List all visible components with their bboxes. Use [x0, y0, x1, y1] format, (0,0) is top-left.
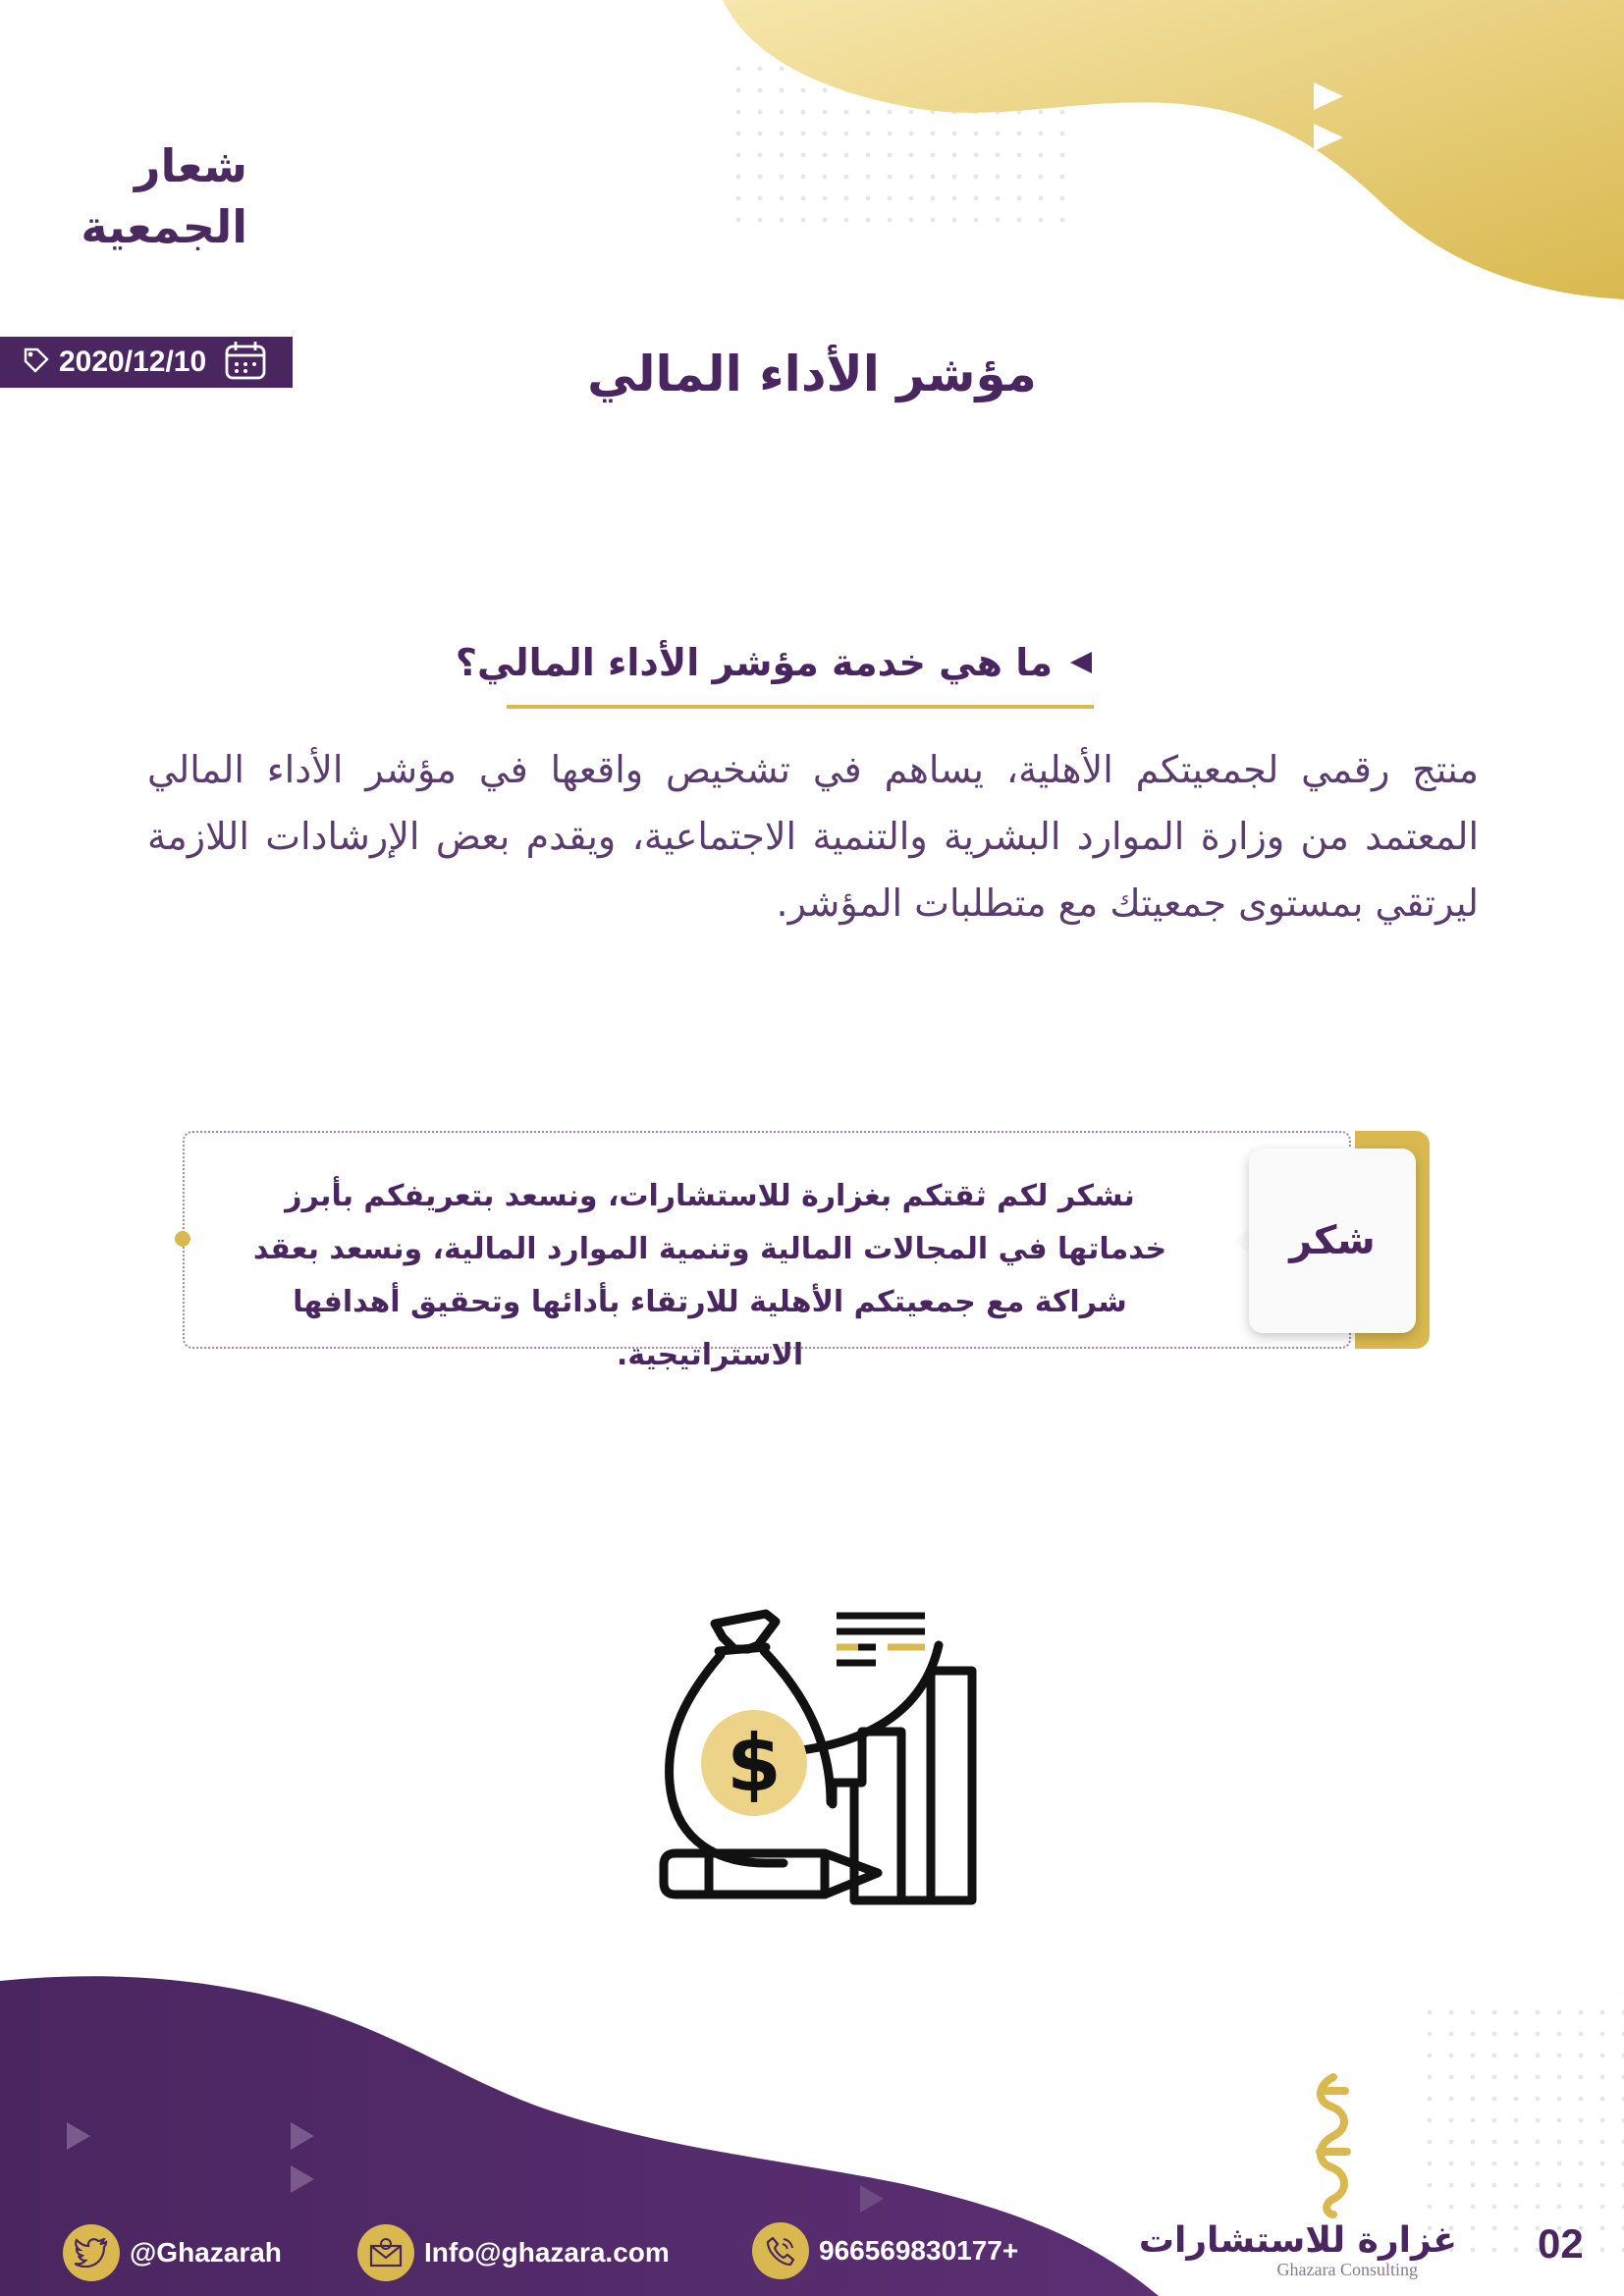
svg-text:$: $ — [727, 1718, 782, 1809]
phone-icon — [752, 2222, 809, 2279]
thanks-label: شكر — [1289, 1218, 1376, 1263]
thanks-box-dot — [175, 1231, 190, 1247]
thanks-tab — [1249, 1148, 1416, 1333]
twitter-handle: @Ghazarah — [130, 2237, 282, 2268]
brand-logo-icon — [1298, 2071, 1369, 2218]
question-text: ما هي خدمة مؤشر الأداء المالي؟ — [455, 641, 1053, 684]
intro-paragraph: منتج رقمي لجمعيتكم الأهلية، يساهم في تشخيص واقعها في مؤشر الأداء المالي المعتمد من وزارة الموارد البشرية والتنمية الاجتماعية، ويقدم بعض الإرشادات اللازمة ليرتقي بمستوى جمعيتك مع متطلبات المؤشر. — [147, 748, 1479, 925]
triangle-pointer-icon — [1068, 641, 1094, 684]
page-title: مؤشر الأداء المالي — [587, 346, 1037, 402]
money-bag-icon — [658, 1606, 982, 1920]
page-number: 02 — [1538, 2220, 1584, 2267]
question-heading — [456, 641, 1094, 684]
email-address: Info@ghazara.com — [424, 2237, 670, 2268]
twitter-icon — [63, 2224, 120, 2281]
email-contact[interactable] — [357, 2224, 670, 2281]
association-logo-placeholder: شعار الجمعية — [81, 139, 247, 253]
twitter-contact[interactable] — [63, 2224, 282, 2281]
phone-number: 966569830177+ — [819, 2235, 1019, 2266]
date-text: 2020/12/10 — [59, 346, 207, 378]
brand-name-arabic: غزارة للاستشارات — [1138, 2220, 1457, 2261]
email-icon — [357, 2224, 414, 2281]
thanks-text: نشكر لكم ثقتكم بغزارة للاستشارات، ونسعد بتعريفكم بأبرز خدماتها في المجالات المالية وتنمية الموارد المالية، ونسعد بعقد شراكة مع جمعيتكم الأهلية للارتقاء بأدائها وتحقيق أهدافها الاستراتيجية. — [252, 1179, 1167, 1372]
phone-contact[interactable] — [752, 2222, 1018, 2279]
brand-name-english: Ghazara Consulting — [1276, 2260, 1418, 2279]
question-underline — [507, 705, 1094, 709]
